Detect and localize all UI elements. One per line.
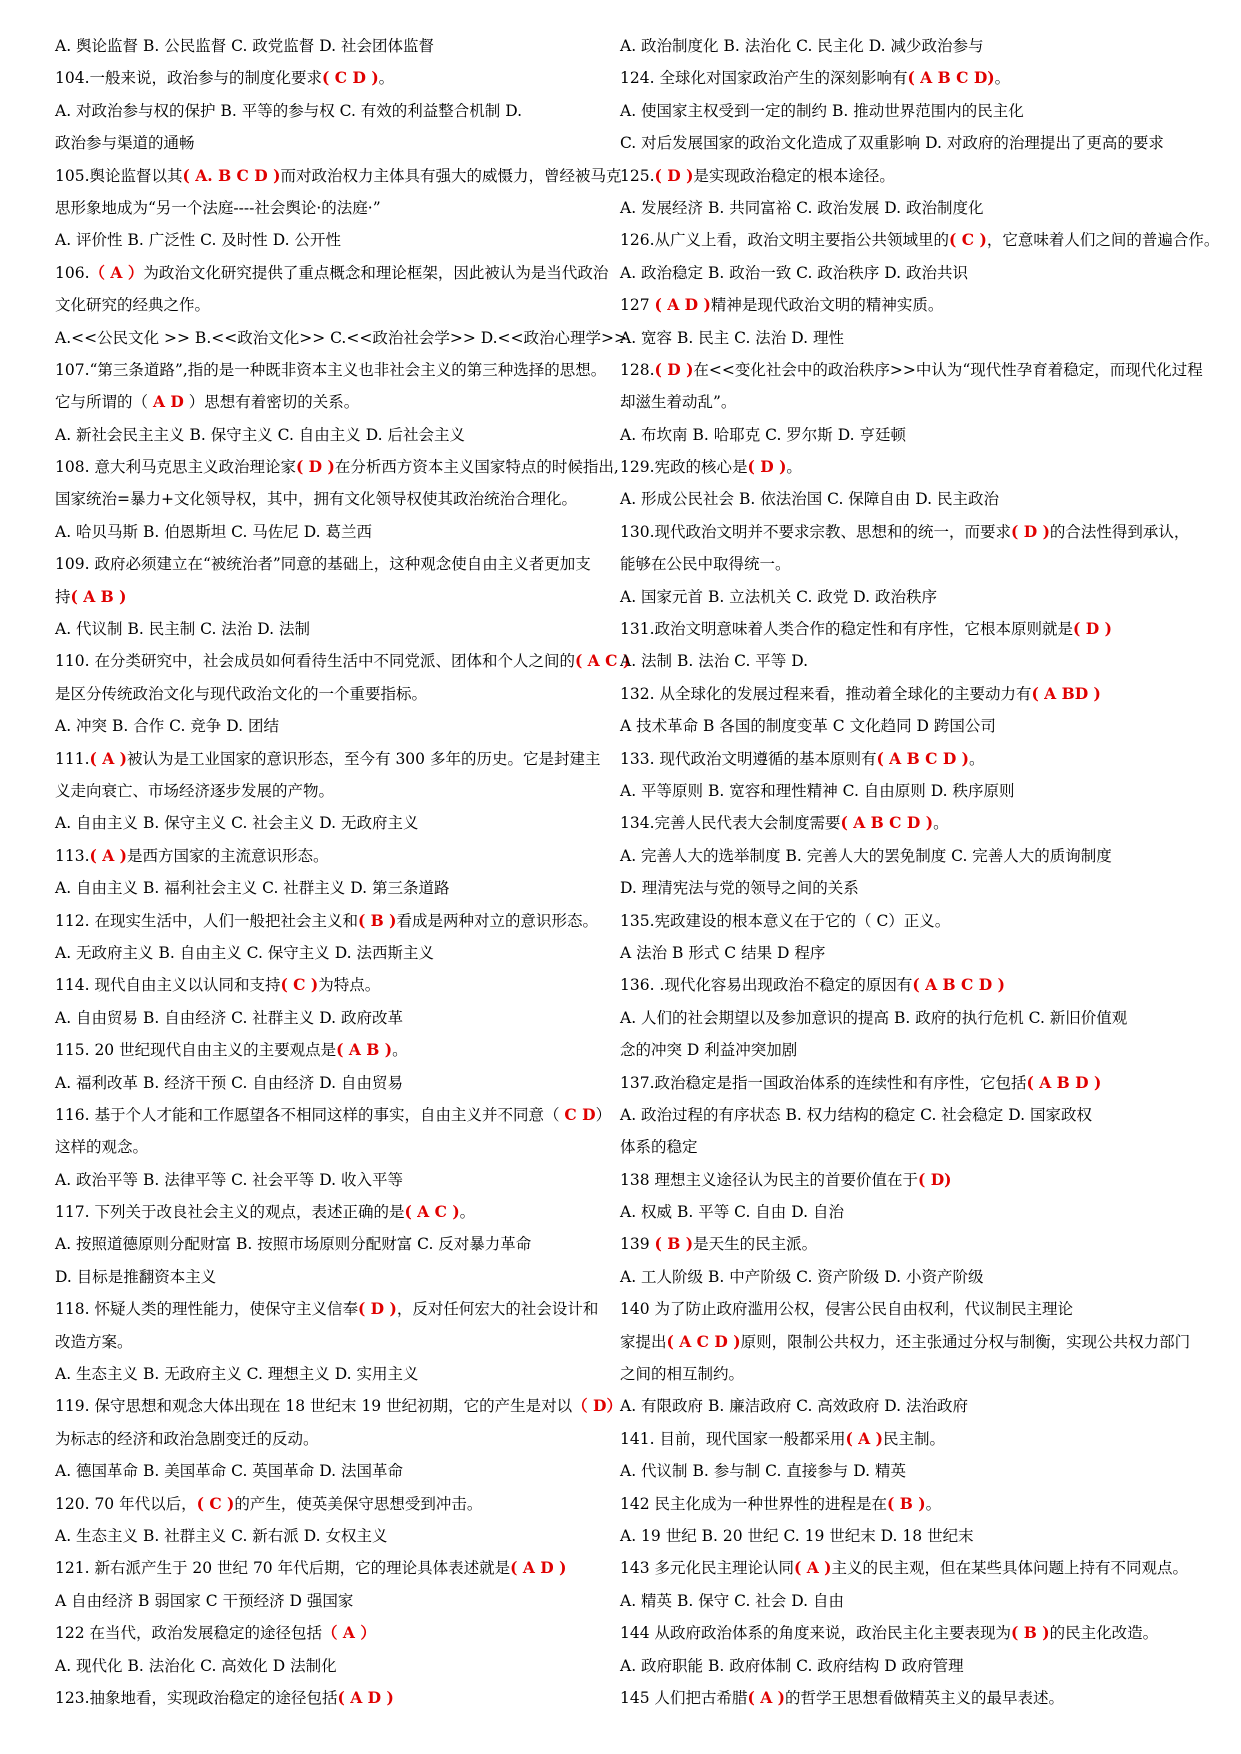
question-text: 是区分传统政治文化与现代政治文化的一个重要指标。 (55, 684, 428, 703)
text-line (620, 1455, 1205, 1487)
question-text: A. 使国家主权受到一定的制约 B. 推动世界范围内的民主化 (620, 101, 1024, 120)
question-text: A. 19 世纪 B. 20 世纪 C. 19 世纪末 D. 18 世纪末 (620, 1526, 974, 1545)
question-text: 136. .现代化容易出现政治不稳定的原因有 (620, 976, 913, 995)
question-text: 142 民主化成为一种世界性的进程是在 (620, 1494, 888, 1513)
text-line (55, 1293, 615, 1325)
question-text: ，它意味着人们之间的普遍合作。 (986, 231, 1220, 250)
question-text: A. 评价性 B. 广泛性 C. 及时性 D. 公开性 (55, 231, 341, 250)
question-text: 能够在公民中取得统一。 (620, 555, 791, 574)
text-line (620, 224, 1220, 256)
question-text: 119. 保守思想和观念大体出现在 18 世纪末 19 世纪初期，它的产生是对以 (55, 1397, 573, 1416)
text-line (620, 548, 1205, 580)
answer-mark: ( D) (918, 1169, 952, 1189)
text-line (55, 516, 615, 548)
text-line (55, 1261, 615, 1293)
text-line (55, 1034, 615, 1066)
text-line (55, 840, 615, 872)
question-text: 。 (459, 1203, 476, 1222)
question-text: 134.完善人民代表大会制度需要 (620, 814, 841, 833)
text-line (55, 1067, 615, 1099)
question-text: 的哲学王思想看做精英主义的最早表述。 (785, 1688, 1065, 1707)
text-line (620, 1293, 1205, 1325)
text-line (620, 419, 1205, 451)
question-text: 131.政治文明意味着人类合作的稳定性和有序性，它根本原则就是 (620, 620, 1074, 639)
question-text: 115. 20 世纪现代自由主义的主要观点是 (55, 1041, 337, 1060)
question-text: 看成是两种对立的意识形态。 (396, 911, 599, 930)
answer-mark: ( A C D ) (666, 1331, 741, 1351)
question-text: 原则，限制公共权力，还主张通过分权与制衡，实现公共权力部门 (740, 1332, 1191, 1351)
question-text: A. 按照道德原则分配财富 B. 按照市场原则分配财富 C. 反对暴力革命 (55, 1235, 532, 1254)
question-text: 104.一般来说，政治参与的制度化要求 (55, 69, 323, 88)
answer-mark: C D (564, 1104, 596, 1124)
question-text: 是天生的民主派。 (693, 1235, 818, 1254)
question-text: 124. 全球化对国家政治产生的深刻影响有 (620, 69, 908, 88)
text-line (620, 1390, 1205, 1422)
question-text: 这样的观念。 (55, 1138, 149, 1157)
question-text: 130.现代政治文明并不要求宗教、思想和的统一，而要求 (620, 522, 1012, 541)
question-text: 135.宪政建设的根本意义在于它的（ C）正义。 (620, 911, 951, 930)
question-text: 而对政治权力主体具有强大的威慑力，曾经被马克 (280, 166, 622, 185)
question-text: 132. 从全球化的发展过程来看，推动着全球化的主要动力有 (620, 684, 1032, 703)
question-text: A. 宽容 B. 民主 C. 法治 D. 理性 (620, 328, 844, 347)
text-line (620, 969, 1205, 1001)
text-line (620, 1228, 1205, 1260)
question-text: A. 国家元首 B. 立法机关 C. 政党 D. 政治秩序 (620, 587, 937, 606)
question-text: A. 工人阶级 B. 中产阶级 C. 资产阶级 D. 小资产阶级 (620, 1267, 984, 1286)
answer-mark: ( C ) (949, 230, 987, 250)
question-text: 。 (933, 814, 949, 833)
text-line (620, 872, 1205, 904)
question-text: A. 德国革命 B. 美国革命 C. 英国革命 D. 法国革命 (55, 1462, 403, 1481)
text-line (55, 548, 615, 580)
question-text: 126.从广义上看，政治文明主要指公共领域里的 (620, 231, 950, 250)
text-line (55, 1326, 615, 1358)
answer-mark: ( A ) (794, 1558, 832, 1578)
question-text: 政治参与渠道的通畅 (55, 134, 195, 153)
text-line (620, 386, 1205, 418)
text-line (620, 257, 1205, 289)
question-text: A. 生态主义 B. 社群主义 C. 新右派 D. 女权主义 (55, 1526, 388, 1545)
question-text: A. 冲突 B. 合作 C. 竞争 D. 团结 (55, 717, 279, 736)
answer-mark: ( D ) (747, 457, 787, 477)
text-line (55, 1520, 615, 1552)
text-line (620, 1164, 1205, 1196)
question-text: A. 新社会民主主义 B. 保守主义 C. 自由主义 D. 后社会主义 (55, 425, 465, 444)
question-text: 念的冲突 D 利益冲突加剧 (620, 1041, 798, 1060)
text-line (55, 1196, 615, 1228)
question-text: 139 (620, 1235, 655, 1254)
answer-mark: ( D ) (654, 165, 694, 185)
text-line (620, 905, 1205, 937)
question-text: A. 权威 B. 平等 C. 自由 D. 自治 (620, 1203, 844, 1222)
question-text: 125. (620, 166, 655, 185)
text-line (55, 127, 615, 159)
text-line (620, 775, 1205, 807)
question-text: C. 对后发展国家的政治文化造成了双重影响 D. 对政府的治理提出了更高的要求 (620, 134, 1164, 153)
question-text: 108. 意大利马克思主义政治理论家 (55, 458, 296, 477)
question-text: 111. (55, 749, 90, 768)
text-line (55, 937, 615, 969)
text-line (620, 127, 1205, 159)
text-line (620, 1423, 1205, 1455)
question-text: 之间的相互制约。 (620, 1365, 745, 1384)
answer-mark: ( C D ) (322, 68, 379, 88)
text-line (620, 1520, 1205, 1552)
text-line (620, 937, 1205, 969)
question-text: 112. 在现实生活中，人们一般把社会主义和 (55, 911, 358, 930)
question-text: A. 政治稳定 B. 政治一致 C. 政治秩序 D. 政治共识 (620, 263, 968, 282)
question-text: 持 (55, 587, 71, 606)
text-line (620, 1552, 1205, 1584)
answer-mark: ( B ) (887, 1493, 926, 1513)
text-line (620, 62, 1205, 94)
text-line (55, 743, 615, 775)
answer-mark: ( A ) (89, 748, 128, 768)
question-text: 被认为是工业国家的意识形态，至今有 300 多年的历史。它是封建主 (127, 749, 601, 768)
text-line (55, 192, 615, 224)
answer-mark: ( A D ) (654, 295, 711, 315)
question-text: ） (595, 1105, 612, 1124)
text-line (55, 1455, 615, 1487)
question-text: 为特点。 (318, 976, 381, 995)
question-text: A. 有限政府 B. 廉洁政府 C. 高效政府 D. 法治政府 (620, 1397, 968, 1416)
text-line (55, 1552, 615, 1584)
answer-mark: ( D ) (295, 457, 335, 477)
text-line (55, 678, 615, 710)
text-line (620, 1067, 1205, 1099)
text-line (55, 1099, 615, 1131)
text-line (620, 95, 1205, 127)
question-text: A. 代议制 B. 民主制 C. 法治 D. 法制 (55, 620, 310, 639)
question-text: A. 代议制 B. 参与制 C. 直接参与 D. 精英 (620, 1462, 906, 1481)
question-text: A. 自由主义 B. 福利社会主义 C. 社群主义 D. 第三条道路 (55, 879, 450, 898)
answer-mark: ( A ) (747, 1687, 786, 1707)
question-text: A. 无政府主义 B. 自由主义 C. 保守主义 D. 法西斯主义 (55, 943, 434, 962)
text-line (620, 1002, 1205, 1034)
answer-mark: （ A ） (89, 262, 144, 282)
question-text: 107.“第三条道路”,指的是一种既非资本主义也非社会主义的第三种选择的思想。 (55, 360, 607, 379)
question-text: A. 布坎南 B. 哈耶克 C. 罗尔斯 D. 亨廷顿 (620, 425, 906, 444)
question-text: 113. (55, 846, 90, 865)
question-text: A. 哈贝马斯 B. 伯恩斯坦 C. 马佐尼 D. 葛兰西 (55, 522, 372, 541)
question-text: 109. 政府必须建立在“被统治者”同意的基础上，这种观念使自由主义者更加支 (55, 555, 591, 574)
text-line (55, 322, 627, 354)
text-line (55, 30, 615, 62)
question-text: 129.宪政的核心是 (620, 458, 748, 477)
question-text: 为标志的经济和政治急剧变迁的反动。 (55, 1429, 319, 1448)
answer-mark: ( A BD ) (1031, 683, 1101, 703)
answer-mark: ( D ) (1011, 521, 1050, 541)
question-text: 121. 新右派产生于 20 世纪 70 年代后期，它的理论具体表述就是 (55, 1559, 511, 1578)
question-text: 家提出 (620, 1332, 667, 1351)
question-text: 为政治文化研究提供了重点概念和理论框架，因此被认为是当代政治 (143, 263, 609, 282)
text-line (55, 1423, 615, 1455)
text-line (620, 160, 1205, 192)
text-line (55, 419, 615, 451)
question-text: D. 理清宪法与党的领导之间的关系 (620, 879, 859, 898)
question-text: 的产生，使英美保守思想受到冲击。 (234, 1494, 483, 1513)
text-line (620, 613, 1205, 645)
text-line (620, 710, 1205, 742)
question-text: 141. 目前，现代国家一般都采用 (620, 1429, 846, 1448)
text-line (55, 710, 615, 742)
text-line (55, 224, 615, 256)
question-text: 。 (786, 458, 802, 477)
question-text: A. 对政治参与权的保护 B. 平等的参与权 C. 有效的利益整合机制 D. (55, 101, 523, 120)
text-line (620, 1131, 1205, 1163)
text-line (620, 1034, 1205, 1066)
question-text: 它与所谓的（ (55, 393, 153, 412)
text-line (55, 1617, 615, 1649)
answer-mark: ( A B C D ) (876, 748, 970, 768)
question-text: A.<<公民文化 >> B.<<政治文化>> C.<<政治社会学>> D.<<政治心理学>> (55, 328, 627, 347)
question-text: 精神是现代政治文明的精神实质。 (710, 296, 944, 315)
text-line (55, 160, 622, 192)
text-line (55, 1164, 615, 1196)
answer-mark: ( A B C D ) (840, 813, 934, 833)
text-line (55, 1682, 615, 1714)
question-text: 改造方案。 (55, 1332, 133, 1351)
question-text: 117. 下列关于改良社会主义的观点，表述正确的是 (55, 1203, 405, 1222)
question-text: 127 (620, 296, 655, 315)
question-text: 义走向衰亡、市场经济逐步发展的产物。 (55, 781, 335, 800)
text-line (55, 1585, 615, 1617)
question-text: 106. (55, 263, 90, 282)
answer-mark: ( B ) (357, 910, 397, 930)
question-text: A. 福利改革 B. 经济干预 C. 自由经济 D. 自由贸易 (55, 1073, 403, 1092)
answer-mark: ( D ) (1073, 619, 1112, 639)
answer-mark: A D (152, 392, 184, 412)
text-line (620, 516, 1205, 548)
question-text: 143 多元化民主理论认同 (620, 1559, 795, 1578)
text-line (55, 451, 619, 483)
question-text: 116. 基于个人才能和工作愿望各不相同这样的事实，自由主义并不同意（ (55, 1105, 565, 1124)
question-text: A. 平等原则 B. 宽容和理性精神 C. 自由原则 D. 秩序原则 (620, 781, 1015, 800)
text-line (620, 1488, 1205, 1520)
text-line (55, 872, 615, 904)
text-line (55, 62, 615, 94)
answer-mark: ( B ) (654, 1234, 694, 1254)
text-line (620, 322, 1205, 354)
text-line (55, 807, 615, 839)
question-text: 的合法性得到承认， (1049, 522, 1190, 541)
question-text: 。 (969, 749, 985, 768)
question-text: 137.政治稳定是指一国政治体系的连续性和有序性，它包括 (620, 1073, 1027, 1092)
text-line (55, 257, 615, 289)
question-text: 在分析西方资本主义国家特点的时候指出, (334, 458, 619, 477)
question-text: 123.抽象地看，实现政治稳定的途径包括 (55, 1688, 338, 1707)
question-text: A. 舆论监督 B. 公民监督 C. 政党监督 D. 社会团体监督 (55, 37, 434, 55)
text-line (55, 95, 615, 127)
question-text: 118. 怀疑人类的理性能力，使保守主义信奉 (55, 1300, 358, 1319)
answer-mark: ( A. B C D ) (182, 165, 281, 185)
answer-mark: ( A B ) (70, 586, 127, 606)
text-line (620, 1650, 1205, 1682)
text-line (620, 289, 1205, 321)
text-line (55, 581, 615, 613)
answer-mark: ( D ) (654, 359, 694, 379)
text-line (620, 840, 1205, 872)
question-text: A 法治 B 形式 C 结果 D 程序 (620, 943, 826, 962)
text-line (620, 645, 1205, 677)
question-text: 在<<变化社会中的政治秩序>>中认为“现代性孕育着稳定，而现代化过程 (693, 360, 1203, 379)
question-text: 思形象地成为“另一个法庭----社会舆论·的法庭·” (55, 198, 381, 217)
answer-mark: ( A ) (845, 1428, 883, 1448)
question-text: 133. 现代政治文明遵循的基本原则有 (620, 749, 877, 768)
question-text: 的民主化改造。 (1049, 1624, 1159, 1643)
question-text: A 自由经济 B 弱国家 C 干预经济 D 强国家 (55, 1591, 354, 1610)
text-line (620, 451, 1205, 483)
text-line (55, 1488, 615, 1520)
question-text: A. 形成公民社会 B. 依法治国 C. 保障自由 D. 民主政治 (620, 490, 999, 509)
question-text: 122 在当代，政治发展稳定的途径包括 (55, 1624, 323, 1643)
question-text: A. 政治平等 B. 法律平等 C. 社会平等 D. 收入平等 (55, 1170, 403, 1189)
question-text: 138 理想主义途径认为民主的首要价值在于 (620, 1170, 919, 1189)
question-text: 120. 70 年代以后， (55, 1494, 197, 1513)
question-text: 民主制。 (882, 1429, 945, 1448)
answer-mark: ( A C ) (574, 651, 631, 671)
text-line (620, 807, 1205, 839)
question-text: A. 自由贸易 B. 自由经济 C. 社群主义 D. 政府改革 (55, 1008, 403, 1027)
answer-mark: （ A ） (322, 1623, 376, 1643)
question-text: A. 发展经济 B. 共同富裕 C. 政治发展 D. 政治制度化 (620, 198, 984, 217)
answer-mark: ( C ) (196, 1493, 235, 1513)
text-line (620, 1261, 1205, 1293)
answer-mark: ( A C ) (404, 1202, 460, 1222)
question-text: 110. 在分类研究中，社会成员如何看待生活中不同党派、团体和个人之间的 (55, 652, 575, 671)
text-line (620, 30, 1205, 62)
question-text: 114. 现代自由主义以认同和支持 (55, 976, 281, 995)
text-line (55, 1228, 615, 1260)
answer-mark: ( A D ) (337, 1687, 394, 1707)
right-column (620, 30, 1220, 1714)
answer-mark: ( A D ) (510, 1558, 567, 1578)
text-line (620, 192, 1205, 224)
question-text: ，反对任何宏大的社会设计和 (396, 1300, 599, 1319)
answer-mark: ( C ) (280, 975, 319, 995)
text-line (55, 905, 615, 937)
question-text: 144 从政府政治体系的角度来说，政治民主化主要表现为 (620, 1624, 1012, 1643)
question-text: 却滋生着动乱”。 (620, 393, 737, 412)
text-line (620, 354, 1205, 386)
text-line (620, 1196, 1205, 1228)
question-text: A. 精英 B. 保守 C. 社会 D. 自由 (620, 1591, 844, 1610)
text-line (55, 354, 615, 386)
question-text: A. 政府职能 B. 政府体制 C. 政府结构 D 政府管理 (620, 1656, 964, 1675)
answer-mark: ( A B C D) (907, 68, 995, 88)
question-text: A. 人们的社会期望以及参加意识的提高 B. 政府的执行危机 C. 新旧价值观 (620, 1008, 1128, 1027)
answer-mark: ( A B ) (336, 1040, 393, 1060)
answer-mark: ( D ) (357, 1299, 397, 1319)
question-text: 主义的民主观，但在某些具体问题上持有不同观点。 (831, 1559, 1189, 1578)
question-text: A. 政治过程的有序状态 B. 权力结构的稳定 C. 社会稳定 D. 国家政权 (620, 1105, 1092, 1124)
text-line (55, 969, 615, 1001)
question-text: A. 完善人大的选举制度 B. 完善人大的罢免制度 C. 完善人大的质询制度 (620, 846, 1112, 865)
text-line (55, 386, 615, 418)
question-text: 是西方国家的主流意识形态。 (127, 846, 329, 865)
text-line (620, 1617, 1205, 1649)
text-line (620, 1682, 1205, 1714)
text-line (55, 1131, 615, 1163)
question-text: A 技术革命 B 各国的制度变革 C 文化趋同 D 跨国公司 (620, 717, 996, 736)
question-text: 105.舆论监督以其 (55, 166, 183, 185)
question-text: 文化研究的经典之作。 (55, 296, 211, 315)
left-column (55, 30, 631, 1714)
question-text: 。 (378, 69, 395, 88)
question-text: A. 生态主义 B. 无政府主义 C. 理想主义 D. 实用主义 (55, 1365, 419, 1384)
text-line (55, 645, 631, 677)
question-text: 。 (925, 1494, 942, 1513)
text-line (55, 289, 615, 321)
answer-mark: ( A B D ) (1026, 1072, 1102, 1092)
question-text: 140 为了防止政府滥用公权，侵害公民自由权利，代议制民主理论 (620, 1300, 1074, 1319)
text-line (620, 743, 1205, 775)
text-line (55, 1002, 615, 1034)
text-line (620, 1358, 1205, 1390)
text-line (55, 483, 615, 515)
answer-mark: ( A B C D ) (912, 975, 1005, 995)
text-line (620, 678, 1205, 710)
text-line (55, 613, 615, 645)
text-line (620, 1326, 1205, 1358)
text-line (620, 581, 1205, 613)
question-text: A. 自由主义 B. 保守主义 C. 社会主义 D. 无政府主义 (55, 814, 419, 833)
answer-mark: ( B ) (1011, 1623, 1050, 1643)
text-line (55, 775, 615, 807)
question-text: 体系的稳定 (620, 1138, 698, 1157)
question-text: 145 人们把古希腊 (620, 1688, 748, 1707)
question-text: A. 政治制度化 B. 法治化 C. 民主化 D. 减少政治参与 (620, 37, 984, 55)
text-line (620, 1585, 1205, 1617)
answer-mark: ( A ) (89, 845, 128, 865)
question-text: 128. (620, 360, 655, 379)
question-text: 是实现政治稳定的根本途径。 (693, 166, 895, 185)
question-text: 国家统治=暴力+文化领导权，其中，拥有文化领导权使其政治统治合理化。 (55, 490, 577, 509)
text-line (620, 483, 1205, 515)
question-text: 。 (994, 69, 1011, 88)
question-text: ）思想有着密切的关系。 (183, 393, 360, 412)
text-line (620, 1099, 1205, 1131)
question-text: A. 法制 B. 法治 C. 平等 D. (620, 652, 809, 671)
text-line (55, 1650, 615, 1682)
question-text: D. 目标是推翻资本主义 (55, 1267, 217, 1286)
text-line (55, 1390, 622, 1422)
question-text: A. 现代化 B. 法治化 C. 高效化 D 法制化 (55, 1656, 337, 1675)
question-text: 。 (392, 1041, 408, 1060)
text-line (55, 1358, 615, 1390)
answer-mark: （ D） (572, 1396, 622, 1416)
